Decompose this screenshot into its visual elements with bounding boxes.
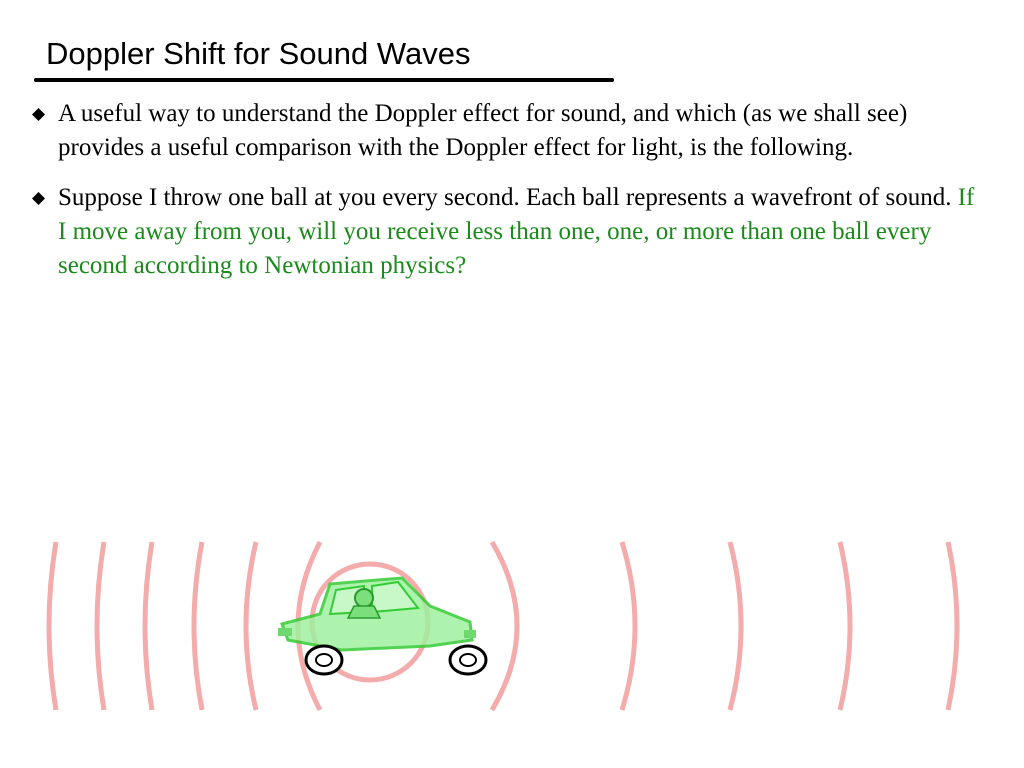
- wavefront-arc: [97, 542, 104, 710]
- wavefront-arc: [246, 542, 256, 710]
- doppler-illustration: [30, 536, 990, 716]
- bullet-text: A useful way to understand the Doppler effect for sound, and which (as we shall see) provides a useful comparison with the Doppler effect for light, is the following.: [58, 100, 908, 161]
- bullet-item: [30, 97, 980, 165]
- slide-title: Doppler Shift for Sound Waves: [46, 36, 471, 71]
- wavefront-arc: [622, 542, 635, 710]
- diamond-bullet-icon: [30, 190, 47, 207]
- bullet-item: [30, 181, 980, 283]
- wavefront-arc: [49, 542, 56, 710]
- bullet-text: Suppose I throw one ball at you every second. Each ball represents a wavefront of sound.: [58, 184, 958, 211]
- wavefront-arc: [840, 542, 850, 710]
- wavefront-arc: [492, 542, 517, 710]
- wavefront-arc: [948, 542, 957, 710]
- bullet-list: [30, 97, 980, 299]
- wavefront-arc: [145, 542, 152, 710]
- diamond-bullet-icon: [30, 106, 47, 123]
- car-icon: [278, 578, 486, 674]
- wavefront-arc: [730, 542, 741, 710]
- wheel-icon: [306, 646, 342, 674]
- title-underline: [34, 78, 614, 82]
- wavefronts: [49, 542, 957, 710]
- wavefront-arc: [194, 542, 202, 710]
- wheel-icon: [450, 646, 486, 674]
- bullet-question-highlight: If I move away from you, will you receive less than one, one, or more than one ball every second according to Newtonian physics?: [58, 184, 975, 279]
